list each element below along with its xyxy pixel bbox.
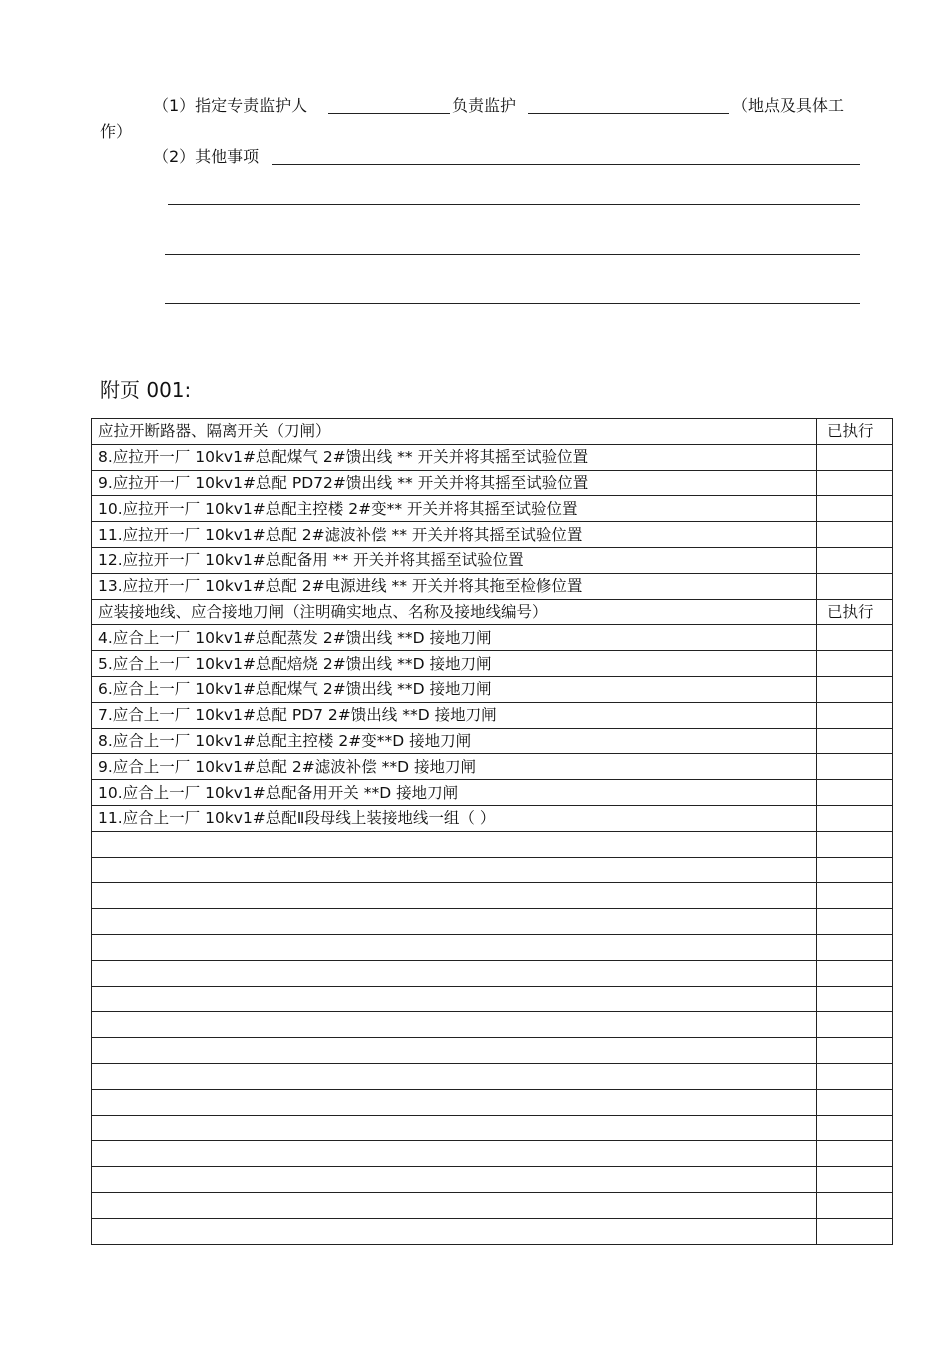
executed-check-cell[interactable] (817, 1012, 893, 1038)
executed-check-cell[interactable] (817, 754, 893, 780)
table-row (92, 444, 893, 470)
operation-table (91, 418, 893, 1245)
operation-item-cell: 8.应合上一厂 10kv1#总配主控楼 2#变**D 接地刀闸 (92, 728, 817, 754)
table-section-header-row (92, 419, 893, 445)
supervision-location-blank[interactable] (528, 113, 729, 114)
executed-check-cell[interactable] (817, 1038, 893, 1064)
executed-check-cell[interactable] (817, 470, 893, 496)
table-row (92, 909, 893, 935)
table-row (92, 625, 893, 651)
supervisor-label: （1）指定专责监护人 (153, 96, 308, 115)
executed-check-cell[interactable] (817, 651, 893, 677)
operation-item-cell: 13.应拉开一厂 10kv1#总配 2#电源进线 ** 开关并将其拖至检修位置 (92, 573, 817, 599)
executed-check-cell[interactable] (817, 573, 893, 599)
other-matters-line-1[interactable] (272, 164, 860, 165)
other-matters-line-3[interactable] (165, 254, 860, 255)
table-row (92, 986, 893, 1012)
section-header-cell: 应拉开断路器、隔离开关（刀闸） (92, 419, 817, 445)
operation-item-cell[interactable] (92, 1038, 817, 1064)
executed-check-cell[interactable] (817, 831, 893, 857)
table-row (92, 857, 893, 883)
operation-item-cell[interactable] (92, 1089, 817, 1115)
table-row (92, 1038, 893, 1064)
location-note: （地点及具体工 (732, 96, 845, 115)
other-matters-line-4[interactable] (165, 303, 860, 304)
table-row (92, 960, 893, 986)
table-row (92, 1218, 893, 1244)
executed-check-cell[interactable] (817, 857, 893, 883)
executed-check-cell[interactable] (817, 522, 893, 548)
executed-check-cell[interactable] (817, 676, 893, 702)
operation-item-cell: 4.应合上一厂 10kv1#总配蒸发 2#馈出线 **D 接地刀闸 (92, 625, 817, 651)
executed-check-cell[interactable] (817, 805, 893, 831)
operation-item-cell[interactable] (92, 909, 817, 935)
operation-item-cell[interactable] (92, 1167, 817, 1193)
executed-check-cell[interactable] (817, 1089, 893, 1115)
table-row (92, 470, 893, 496)
table-row (92, 1089, 893, 1115)
executed-check-cell[interactable] (817, 1192, 893, 1218)
operation-item-cell: 12.应拉开一厂 10kv1#总配备用 ** 开关并将其摇至试验位置 (92, 547, 817, 573)
executed-check-cell[interactable] (817, 780, 893, 806)
table-row (92, 1115, 893, 1141)
operation-item-cell[interactable] (92, 1063, 817, 1089)
table-row (92, 676, 893, 702)
executed-check-cell[interactable] (817, 986, 893, 1012)
supervise-label: 负责监护 (452, 96, 517, 115)
operation-item-cell[interactable] (92, 831, 817, 857)
executed-check-cell[interactable] (817, 960, 893, 986)
operation-item-cell[interactable] (92, 1218, 817, 1244)
executed-check-cell[interactable] (817, 1115, 893, 1141)
operation-item-cell[interactable] (92, 960, 817, 986)
executed-check-cell[interactable] (817, 1063, 893, 1089)
operation-item-cell[interactable] (92, 986, 817, 1012)
executed-check-cell[interactable] (817, 496, 893, 522)
executed-check-cell[interactable] (817, 909, 893, 935)
table-row (92, 780, 893, 806)
operation-item-cell[interactable] (92, 1012, 817, 1038)
section-header-cell: 应装接地线、应合接地刀闸（注明确实地点、名称及接地线编号） (92, 599, 817, 625)
table-row (92, 1192, 893, 1218)
other-matters-line-2[interactable] (168, 204, 860, 205)
operation-item-cell: 10.应拉开一厂 10kv1#总配主控楼 2#变** 开关并将其摇至试验位置 (92, 496, 817, 522)
table-row (92, 831, 893, 857)
table-row (92, 1141, 893, 1167)
executed-check-cell[interactable] (817, 728, 893, 754)
table-row (92, 496, 893, 522)
table-row (92, 728, 893, 754)
operation-item-cell: 8.应拉开一厂 10kv1#总配煤气 2#馈出线 ** 开关并将其摇至试验位置 (92, 444, 817, 470)
supervisor-name-blank[interactable] (328, 113, 450, 114)
operation-item-cell: 6.应合上一厂 10kv1#总配煤气 2#馈出线 **D 接地刀闸 (92, 676, 817, 702)
other-matters-label: （2）其他事项 (153, 147, 260, 166)
operation-item-cell: 9.应合上一厂 10kv1#总配 2#滤波补偿 **D 接地刀闸 (92, 754, 817, 780)
executed-check-cell[interactable] (817, 1167, 893, 1193)
table-row (92, 547, 893, 573)
operation-item-cell[interactable] (92, 883, 817, 909)
table-row (92, 1167, 893, 1193)
table-row (92, 805, 893, 831)
table-row (92, 522, 893, 548)
operation-item-cell: 11.应合上一厂 10kv1#总配Ⅱ段母线上装接地线一组（ ） (92, 805, 817, 831)
attachment-title: 附页 001: (100, 378, 192, 402)
executed-check-cell[interactable] (817, 1218, 893, 1244)
operation-item-cell: 11.应拉开一厂 10kv1#总配 2#滤波补偿 ** 开关并将其摇至试验位置 (92, 522, 817, 548)
operation-item-cell: 9.应拉开一厂 10kv1#总配 PD72#馈出线 ** 开关并将其摇至试验位置 (92, 470, 817, 496)
operation-item-cell: 7.应合上一厂 10kv1#总配 PD7 2#馈出线 **D 接地刀闸 (92, 702, 817, 728)
operation-item-cell[interactable] (92, 934, 817, 960)
table-row (92, 934, 893, 960)
table-section-header-row (92, 599, 893, 625)
executed-header-cell: 已执行 (817, 419, 893, 445)
executed-check-cell[interactable] (817, 547, 893, 573)
executed-check-cell[interactable] (817, 934, 893, 960)
table-row (92, 651, 893, 677)
table-row (92, 702, 893, 728)
location-note-wrap: 作） (100, 122, 133, 141)
table-row (92, 1012, 893, 1038)
table-row (92, 1063, 893, 1089)
operation-item-cell[interactable] (92, 1115, 817, 1141)
operation-item-cell: 10.应合上一厂 10kv1#总配备用开关 **D 接地刀闸 (92, 780, 817, 806)
table-row (92, 883, 893, 909)
executed-check-cell[interactable] (817, 702, 893, 728)
executed-check-cell[interactable] (817, 625, 893, 651)
executed-check-cell[interactable] (817, 1141, 893, 1167)
executed-check-cell[interactable] (817, 883, 893, 909)
operation-item-cell[interactable] (92, 1141, 817, 1167)
table-row (92, 754, 893, 780)
operation-item-cell[interactable] (92, 857, 817, 883)
executed-header-cell: 已执行 (817, 599, 893, 625)
operation-item-cell[interactable] (92, 1192, 817, 1218)
executed-check-cell[interactable] (817, 444, 893, 470)
table-row (92, 573, 893, 599)
operation-item-cell: 5.应合上一厂 10kv1#总配焙烧 2#馈出线 **D 接地刀闸 (92, 651, 817, 677)
